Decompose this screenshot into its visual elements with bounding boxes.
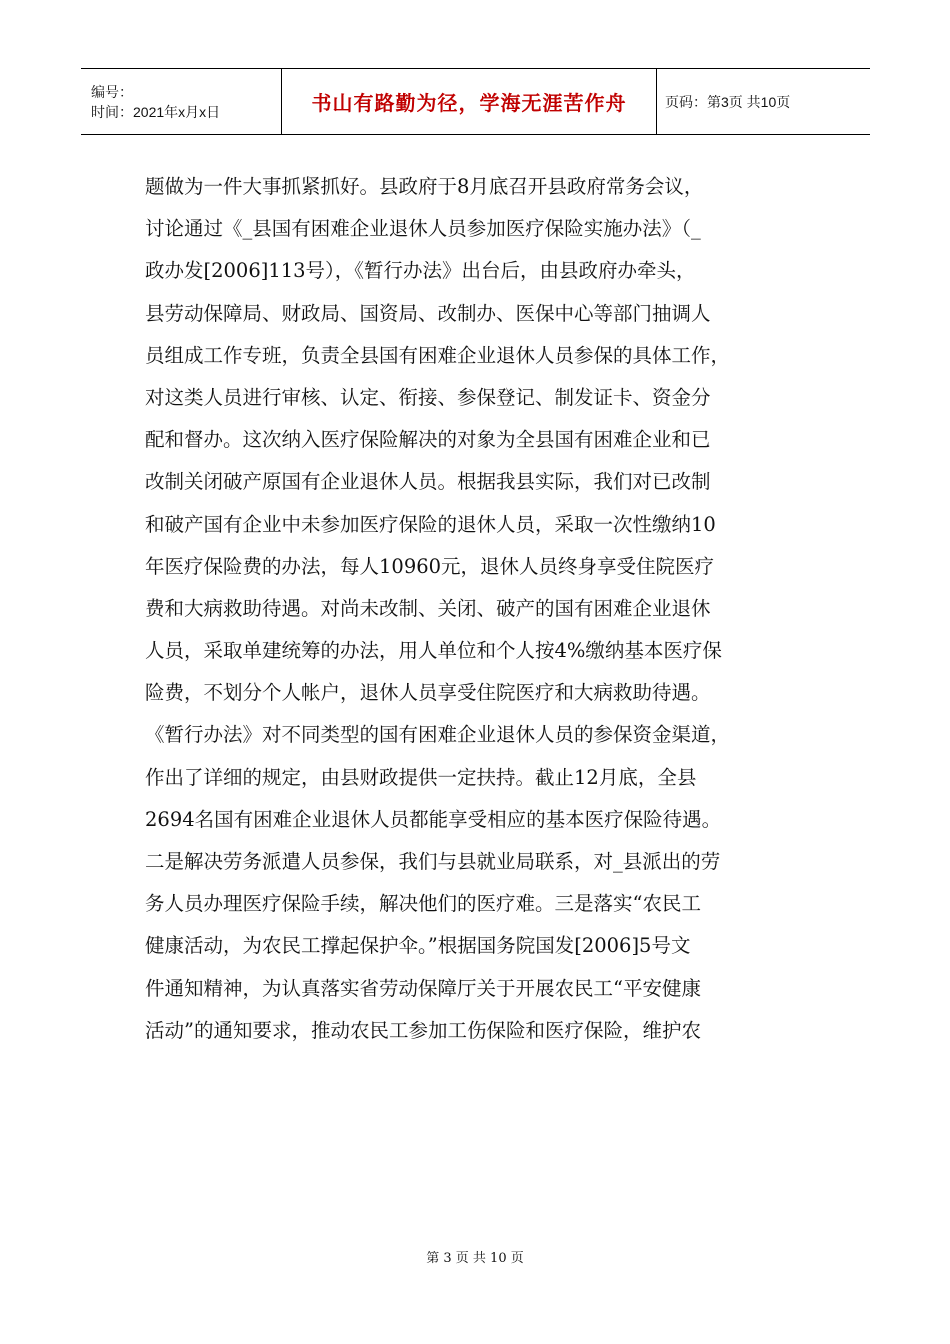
body-line: 件通知精神，为认真落实省劳动保障厅关于开展农民工“平安健康 [145,976,701,1000]
body-line: 2694名国有困难企业退休人员都能享受相应的基本医疗保险待遇。 [145,807,722,831]
body-line: 费和大病救助待遇。对尚未改制、关闭、破产的国有困难企业退休 [145,596,711,620]
document-date-label: 时间：2021年x月x日 [91,103,221,120]
body-line: 《暂行办法》对不同类型的国有困难企业退休人员的参保资金渠道， [145,723,731,747]
body-line: 人员，采取单建统筹的办法，用人单位和个人按4%缴纳基本医疗保 [145,639,722,663]
body-line: 作出了详细的规定，由县财政提供一定扶持。截止12月底，全县 [145,765,697,789]
body-line: 年医疗保险费的办法，每人10960元，退休人员终身享受住院医疗 [145,554,715,578]
document-header [81,68,870,135]
body-line: 讨论通过《_县国有困难企业退休人员参加医疗保险实施办法》（_ [145,217,701,241]
body-line: 题做为一件大事抓紧抓好。县政府于8月底召开县政府常务会议， [145,175,704,198]
body-line: 二是解决劳务派遣人员参保，我们与县就业局联系，对_县派出的劳 [145,850,721,873]
header-meta [81,69,282,134]
body-line: 改制关闭破产原国有企业退休人员。根据我县实际，我们对已改制 [145,470,711,494]
header-page-label: 页码：第3页 共10页 [665,93,791,110]
body-line: 政办发[2006]113号），《暂行办法》出台后，由县政府办牵头， [145,259,696,283]
body-line: 配和督办。这次纳入医疗保险解决的对象为全县国有困难企业和已 [145,428,711,452]
document-body [145,166,805,1052]
page-footer: 第 3 页 共 10 页 [426,1251,524,1266]
header-motto: 书山有路勤为径，学海无涯苦作舟 [282,69,657,134]
body-line: 险费，不划分个人帐户，退休人员享受住院医疗和大病救助待遇。 [145,681,711,705]
body-line: 健康活动，为农民工撑起保护伞。”根据国务院国发[2006]5号文 [145,934,691,958]
body-line: 活动”的通知要求，推动农民工参加工伤保险和医疗保险，维护农 [145,1018,701,1042]
body-line: 对这类人员进行审核、认定、衔接、参保登记、制发证卡、资金分 [145,385,711,409]
body-line: 务人员办理医疗保险手续，解决他们的医疗难。三是落实“农民工 [145,892,701,916]
document-number-label: 编号： [91,83,133,100]
body-line: 员组成工作专班，负责全县国有困难企业退休人员参保的具体工作， [145,343,731,367]
body-line: 和破产国有企业中未参加医疗保险的退休人员，采取一次性缴纳10 [145,512,716,536]
body-line: 县劳动保障局、财政局、国资局、改制办、医保中心等部门抽调人 [145,301,711,325]
